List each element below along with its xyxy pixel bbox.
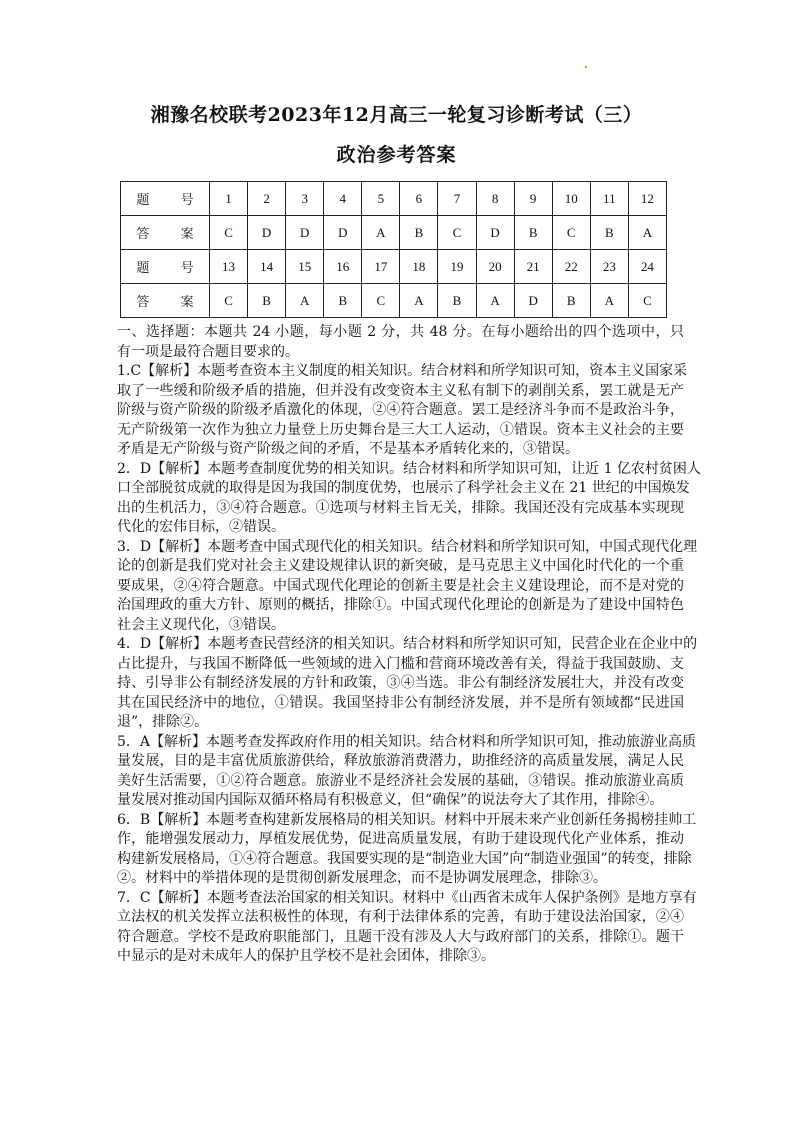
answer-cell: D xyxy=(514,284,552,318)
text-line: 量发展，目的是丰富优质旅游供给，释放旅游消费潜力，助推经济的高质量发展，满足人民 xyxy=(117,753,684,769)
row-label: 答 案 xyxy=(121,216,210,250)
question-number-cell: 1 xyxy=(210,182,248,216)
text-line: 占比提升，与我国不断降低一些领域的进入门槛和营商环境改善有关，得益于我国鼓励、支 xyxy=(117,655,684,672)
text-line: 社会主义现代化，③错误。 xyxy=(117,616,285,633)
question-number-cell: 10 xyxy=(552,182,590,216)
text-line: 要成果，②④符合题意。中国式现代化理论的创新主要是社会主义建设理论，而不是对党的 xyxy=(117,577,684,594)
text-line: 出的生机活力，③④符合题意。①选项与材料主旨无关，排除。我国还没有完成基本实现现 xyxy=(117,499,684,516)
text-line: 无产阶级第一次作为独立力量登上历史舞台是三大工人运动，①错误。资本主义社会的主要 xyxy=(117,421,684,438)
row-label: 答 案 xyxy=(121,284,210,318)
text-line: 1.C【解析】本题考查资本主义制度的相关知识。结合材料和所学知识可知，资本主义国家采 xyxy=(117,363,688,379)
answer-cell: B xyxy=(552,284,590,318)
answer-cell: A xyxy=(400,284,438,318)
answer-cell: B xyxy=(400,216,438,250)
question-number-cell: 23 xyxy=(590,250,628,284)
answer-explanation xyxy=(117,889,697,967)
answer-explanation xyxy=(117,460,701,538)
question-number-cell: 5 xyxy=(362,182,400,216)
text-line: 构建新发展格局，①④符合题意。我国要实现的是“制造业大国”向“制造业强国”的转变，排除 xyxy=(117,850,692,867)
text-line: 量发展对推动国内国际双循环格局有积极意义，但“确保”的说法夸大了其作用，排除④。 xyxy=(117,792,664,808)
section-intro xyxy=(117,323,684,362)
text-line: 有一项是最符合题目要求的。 xyxy=(117,343,299,360)
question-number-cell: 19 xyxy=(438,250,476,284)
answer-cell: C xyxy=(210,216,248,250)
question-number-cell: 20 xyxy=(476,250,514,284)
answer-cell: B xyxy=(248,284,286,318)
answer-cell: A xyxy=(286,284,324,318)
text-line: 作，能增强发展动力，厚植发展优势，促进高质量发展，有助于建设现代化产业体系，推动 xyxy=(117,831,684,847)
answer-cell: C xyxy=(628,284,666,318)
text-line: 6．B【解析】本题考查构建新发展格局的相关知识。材料中开展未来产业创新任务揭榜挂帅工 xyxy=(117,811,697,828)
text-line: 治国理政的重大方针、原则的概括，排除①。中国式现代化理论的创新是为了建设中国特色 xyxy=(117,597,684,613)
answer-cell: C xyxy=(210,284,248,318)
document-title: 湘豫名校联考2023年12月高三一轮复习诊断考试（三） xyxy=(150,104,643,126)
table-row xyxy=(121,250,667,284)
text-line: 2．D【解析】本题考查制度优势的相关知识。结合材料和所学知识可知，让近 1 亿农村贫困人 xyxy=(117,460,701,477)
question-number-cell: 2 xyxy=(248,182,286,216)
answer-cell: B xyxy=(324,284,362,318)
answer-table xyxy=(120,181,667,318)
question-number-cell: 6 xyxy=(400,182,438,216)
text-line: 代化的宏伟目标，②错误。 xyxy=(117,519,285,535)
answer-cell: D xyxy=(476,216,514,250)
table-row xyxy=(121,284,667,318)
text-line: 矛盾是无产阶级与资产阶级之间的矛盾，不是基本矛盾转化来的，③错误。 xyxy=(117,441,579,457)
text-line: ②。材料中的举措体现的是贯彻创新发展理念，而不是协调发展理念，排除③。 xyxy=(117,870,607,886)
text-line: 立法权的机关发挥立法积极性的体现，有利于法律体系的完善，有助于建设法治国家，②④ xyxy=(117,909,684,925)
text-line: 其在国民经济中的地位，①错误。我国坚持非公有制经济发展，并不是所有领域都“民进国 xyxy=(117,694,684,711)
answer-cell: B xyxy=(590,216,628,250)
question-number-cell: 15 xyxy=(286,250,324,284)
question-number-cell: 13 xyxy=(210,250,248,284)
text-line: 取了一些缓和阶级矛盾的措施，但并没有改变资本主义私有制下的剥削关系，罢工就是无产 xyxy=(117,382,684,399)
text-line: 3．D【解析】本题考查中国式现代化的相关知识。结合材料和所学知识可知，中国式现代化理 xyxy=(117,538,698,555)
text-line: 阶级与资产阶级的阶级矛盾激化的体现，②④符合题意。罢工是经济斗争而不是政治斗争， xyxy=(117,402,684,418)
question-number-cell: 24 xyxy=(628,250,666,284)
table-row xyxy=(121,182,667,216)
question-number-cell: 18 xyxy=(400,250,438,284)
text-line: 退”，排除②。 xyxy=(117,714,209,730)
answer-cell: D xyxy=(248,216,286,250)
answer-explanation xyxy=(117,733,697,811)
text-line: 4．D【解析】本题考查民营经济的相关知识。结合材料和所学知识可知，民营企业在企业中的 xyxy=(117,636,698,652)
answer-explanation xyxy=(117,635,698,733)
question-number-cell: 8 xyxy=(476,182,514,216)
answer-cell: D xyxy=(324,216,362,250)
answer-explanation xyxy=(117,538,698,636)
question-number-cell: 17 xyxy=(362,250,400,284)
question-number-cell: 14 xyxy=(248,250,286,284)
text-line: 论的创新是我们党对社会主义建设规律认识的新突破，是马克思主义中国化时代化的一个重 xyxy=(117,558,684,574)
text-line: 一、选择题：本题共 24 小题，每小题 2 分，共 48 分。在每小题给出的四个选项中，只 xyxy=(117,324,684,340)
text-line: 7．C【解析】本题考查法治国家的相关知识。材料中《山西省未成年人保护条例》是地方享有 xyxy=(117,889,697,906)
answer-cell: B xyxy=(514,216,552,250)
text-line: 符合题意。学校不是政府职能部门，且题干没有涉及人大与政府部门的关系，排除①。题干 xyxy=(117,928,684,945)
question-number-cell: 3 xyxy=(286,182,324,216)
answer-explanation xyxy=(117,362,688,460)
question-number-cell: 7 xyxy=(438,182,476,216)
text-line: 美好生活需要，①②符合题意。旅游业不是经济社会发展的基础，③错误。推动旅游业高质 xyxy=(117,772,684,789)
text-line: 中显示的是对未成年人的保护且学校不是社会团体，排除③。 xyxy=(117,948,495,964)
row-label: 题 号 xyxy=(121,182,210,216)
answer-explanation xyxy=(117,811,697,889)
text-line: 持、引导非公有制经济发展的方针和政策，③④当选。非公有制经济发展壮大，并没有改变 xyxy=(117,675,684,691)
answer-cell: A xyxy=(362,216,400,250)
question-number-cell: 21 xyxy=(514,250,552,284)
answer-cell: A xyxy=(476,284,514,318)
answer-cell: B xyxy=(438,284,476,318)
question-number-cell: 16 xyxy=(324,250,362,284)
question-number-cell: 4 xyxy=(324,182,362,216)
answer-cell: C xyxy=(362,284,400,318)
answer-cell: D xyxy=(286,216,324,250)
question-number-cell: 11 xyxy=(590,182,628,216)
answer-cell: A xyxy=(628,216,666,250)
text-line: 5．A【解析】本题考查发挥政府作用的相关知识。结合材料和所学知识可知，推动旅游业高质 xyxy=(117,733,697,750)
answer-cell: C xyxy=(438,216,476,250)
document-subtitle: 政治参考答案 xyxy=(336,144,457,166)
answer-cell: C xyxy=(552,216,590,250)
question-number-cell: 22 xyxy=(552,250,590,284)
table-row xyxy=(121,216,667,250)
scan-speck xyxy=(585,66,587,68)
answer-cell: A xyxy=(590,284,628,318)
text-line: 口全部脱贫成就的取得是因为我国的制度优势，也展示了科学社会主义在 21 世纪的中国焕发 xyxy=(117,480,690,496)
question-number-cell: 9 xyxy=(514,182,552,216)
row-label: 题 号 xyxy=(121,250,210,284)
question-number-cell: 12 xyxy=(628,182,666,216)
explanation-body xyxy=(117,323,701,967)
